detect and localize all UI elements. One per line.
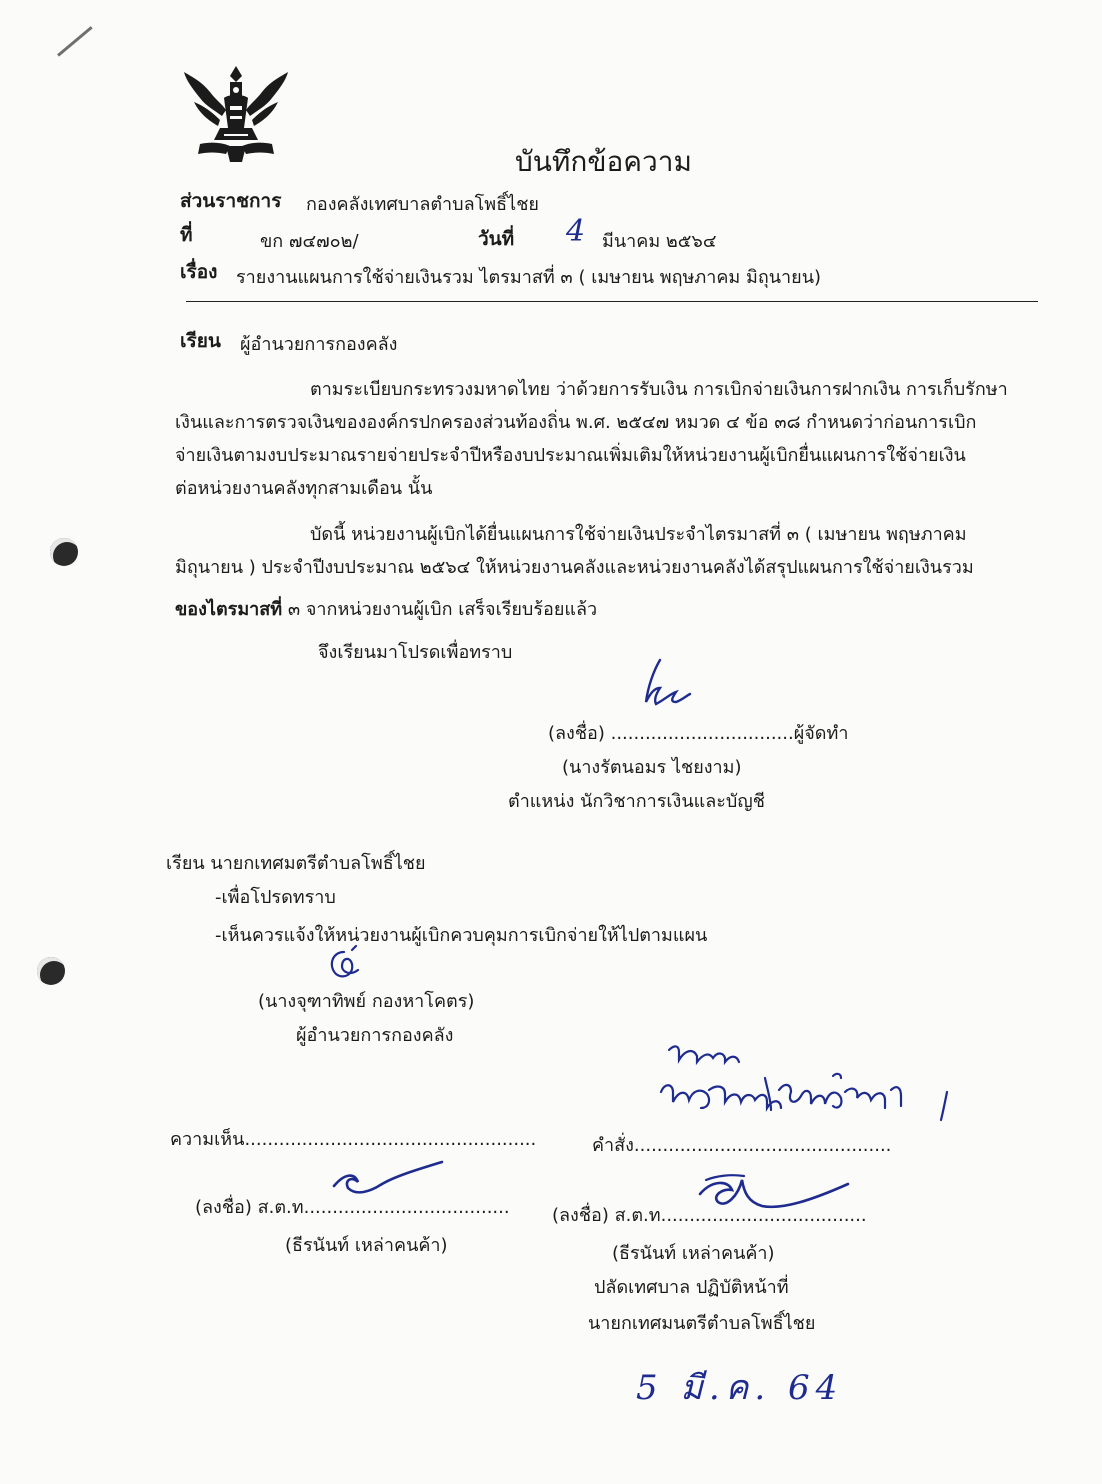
opinion-label: ความเห็น................................................... xyxy=(170,1129,537,1150)
body-p2-line3 xyxy=(175,594,597,623)
agency-value: กองคลังเทศบาลตำบลโพธิ์ไชย xyxy=(306,194,539,215)
memo-title: บันทึกข้อความ xyxy=(515,145,692,178)
quarter-rest: ๓ จากหน่วยงานผู้เบิก เสร็จเรียบร้อยแล้ว xyxy=(282,599,598,620)
note2-item2: -เห็นควรแจ้งให้หน่วยงานผู้เบิกควบคุมการเบิกจ่ายให้ไปตามแผน xyxy=(215,925,708,946)
body-p1-line4: ต่อหน่วยงานคลังทุกสามเดือน นั้น xyxy=(175,478,433,499)
sig1-position: ตำแหน่ง นักวิชาการเงินและบัญชี xyxy=(508,791,765,812)
ref-label: ที่ xyxy=(180,224,193,246)
punch-hole-bottom xyxy=(37,957,65,985)
garuda-emblem-icon xyxy=(180,62,292,166)
body-p2-line2: มิถุนายน ) ประจำปีงบประมาณ ๒๕๖๔ ให้หน่วยงานคลังและหน่วยงานคลังได้สรุปแผนการใช้จ่ายเงินรวม xyxy=(175,557,974,578)
subject-label: เรื่อง xyxy=(180,261,218,283)
order-sign-line: (ลงชื่อ) ส.ต.ท.................................... xyxy=(552,1205,867,1226)
note2-position: ผู้อำนวยการกองคลัง xyxy=(296,1025,454,1046)
sig1-name: (นางรัตนอมร ไชยงาม) xyxy=(562,757,742,778)
date-day-handwritten: 4 xyxy=(566,214,586,249)
order-label: คำสั่ง............................................. xyxy=(592,1135,892,1156)
closing-line: จึงเรียนมาโปรดเพื่อทราบ xyxy=(318,642,513,663)
body-p1-line3: จ่ายเงินตามงบประมาณรายจ่ายประจำปีหรืองบประมาณเพิ่มเติมให้หน่วยงานผู้เบิกยื่นแผนการใช้จ่ายเงิน xyxy=(175,445,966,466)
body-p2-line1: บัดนี้ หน่วยงานผู้เบิกได้ยื่นแผนการใช้จ่ายเงินประจำไตรมาสที่ ๓ ( เมษายน พฤษภาคม xyxy=(310,524,967,545)
handwritten-date: 5 มี.ค. 64 xyxy=(636,1368,844,1408)
subject-value: รายงานแผนการใช้จ่ายเงินรวม ไตรมาสที่ ๓ ( เมษายน พฤษภาคม มิถุนายน) xyxy=(236,267,822,288)
to-label: เรียน xyxy=(180,330,221,352)
order-position1: ปลัดเทศบาล ปฏิบัติหน้าที่ xyxy=(594,1277,789,1298)
order-position2: นายกเทศมนตรีตำบลโพธิ์ไชย xyxy=(588,1313,816,1334)
date-rest: มีนาคม ๒๕๖๔ xyxy=(602,231,717,252)
handwritten-approval-note xyxy=(655,1030,955,1145)
sig1-line: (ลงชื่อ) ................................ผู้จัดทำ xyxy=(548,723,849,744)
note2-name: (นางจุฑาทิพย์ กองหาโคตร) xyxy=(258,991,475,1012)
date-label: วันที่ xyxy=(478,228,515,250)
body-p1-line2: เงินและการตรวจเงินขององค์กรปกครองส่วนท้องถิ่น พ.ศ. ๒๕๔๗ หมวด ๔ ข้อ ๓๘ กำหนดว่าก่อนการเบิก xyxy=(175,412,977,433)
note2-item1: -เพื่อโปรดทราบ xyxy=(215,887,336,908)
header-divider xyxy=(186,301,1038,302)
note2-to: เรียน นายกเทศมตรีตำบลโพธิ์ไชย xyxy=(166,853,426,874)
to-value: ผู้อำนวยการกองคลัง xyxy=(240,334,398,355)
agency-label: ส่วนราชการ xyxy=(180,190,282,212)
opinion-sign-line: (ลงชื่อ) ส.ต.ท.................................... xyxy=(195,1197,510,1218)
order-name: (ธีรนันท์ เหล่าคนค้า) xyxy=(612,1243,775,1264)
ref-value: ขก ๗๔๗๐๒/ xyxy=(260,231,359,252)
quarter-bold: ของไตรมาสที่ xyxy=(175,599,283,620)
body-p1-line1: ตามระเบียบกระทรวงมหาดไทย ว่าด้วยการรับเงิน การเบิกจ่ายเงินการฝากเงิน การเก็บรักษา xyxy=(310,379,1008,400)
signature-preparer xyxy=(630,656,700,718)
signature-director xyxy=(322,944,372,984)
pencil-mark xyxy=(57,26,93,57)
opinion-name: (ธีรนันท์ เหล่าคนค้า) xyxy=(285,1235,448,1256)
punch-hole-top xyxy=(50,538,78,566)
